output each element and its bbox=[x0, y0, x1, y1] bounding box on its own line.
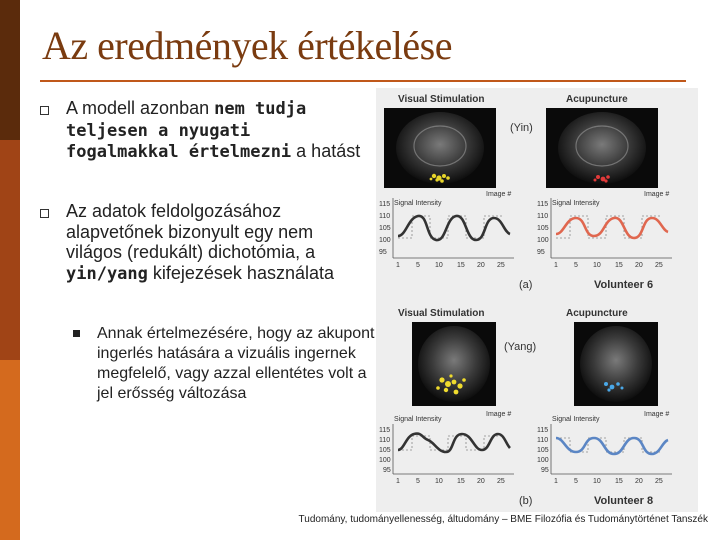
svg-text:20: 20 bbox=[635, 262, 643, 269]
left-accent-bar bbox=[0, 0, 20, 540]
svg-text:95: 95 bbox=[383, 467, 391, 474]
svg-text:1: 1 bbox=[554, 478, 558, 485]
accent-bar-light bbox=[0, 360, 20, 540]
svg-text:115: 115 bbox=[537, 201, 549, 208]
svg-text:1: 1 bbox=[396, 478, 400, 485]
bullet-marker bbox=[40, 209, 49, 218]
panel-b-type-label: (Yang) bbox=[504, 341, 537, 353]
brain-slice-icon bbox=[558, 112, 646, 184]
svg-text:15: 15 bbox=[615, 262, 623, 269]
svg-text:15: 15 bbox=[457, 262, 465, 269]
bullet-2 bbox=[66, 201, 366, 284]
brain-slice-icon bbox=[396, 112, 484, 184]
bullet-1 bbox=[66, 98, 366, 163]
svg-text:1: 1 bbox=[554, 262, 558, 269]
svg-text:110: 110 bbox=[379, 437, 391, 444]
bullet-marker bbox=[40, 106, 49, 115]
x-axis-label: Image # bbox=[644, 191, 670, 198]
svg-text:1: 1 bbox=[396, 262, 400, 269]
svg-text:115: 115 bbox=[537, 427, 549, 434]
svg-text:100: 100 bbox=[537, 237, 549, 244]
x-axis-label: Image # bbox=[486, 411, 512, 418]
bullet-1-tail: a hatást bbox=[291, 141, 361, 161]
bullet-2-tail: kifejezések használata bbox=[147, 262, 334, 283]
sub-bullet-text: Annak értelmezésére, hogy az akupont ingerlés hatására a vizuális ingernek megfelelő, vagy azzal ellentétes volt a jel erősség változása bbox=[97, 325, 375, 402]
signal-intensity-label: Signal Intensity bbox=[552, 416, 600, 423]
svg-text:105: 105 bbox=[537, 225, 549, 232]
panel-b-acupuncture-label: Acupuncture bbox=[566, 308, 628, 319]
bullet-1-emphasis: nem tudja teljesen a nyugati fogalmakkal értelmezni bbox=[66, 99, 307, 162]
signal-intensity-label: Signal Intensity bbox=[552, 200, 600, 207]
svg-text:20: 20 bbox=[477, 262, 485, 269]
svg-text:110: 110 bbox=[379, 213, 391, 220]
brain-slice-icon bbox=[418, 326, 490, 402]
svg-text:5: 5 bbox=[416, 478, 420, 485]
panel-a-acupuncture-label: Acupuncture bbox=[566, 94, 628, 105]
svg-text:105: 105 bbox=[537, 447, 549, 454]
x-axis-label: Image # bbox=[486, 191, 512, 198]
panel-a-type-label: (Yin) bbox=[510, 122, 533, 134]
svg-text:100: 100 bbox=[379, 457, 391, 464]
accent-bar-mid bbox=[0, 140, 20, 360]
svg-text:25: 25 bbox=[655, 478, 663, 485]
panel-a-volunteer: Volunteer 6 bbox=[594, 279, 654, 291]
svg-text:10: 10 bbox=[593, 262, 601, 269]
svg-text:115: 115 bbox=[379, 201, 391, 208]
slide-title: Az eredmények értékelése bbox=[42, 23, 452, 68]
svg-text:95: 95 bbox=[541, 467, 549, 474]
bullet-2-text: Az adatok feldolgozásához alapvetőnek bizonyult egy nem világos (redukált) dichotómia, a bbox=[66, 201, 316, 262]
signal-intensity-label: Signal Intensity bbox=[394, 416, 442, 423]
svg-text:115: 115 bbox=[379, 427, 391, 434]
svg-text:105: 105 bbox=[379, 447, 391, 454]
panel-a-letter: (a) bbox=[519, 279, 533, 291]
svg-text:25: 25 bbox=[497, 262, 505, 269]
svg-text:5: 5 bbox=[416, 262, 420, 269]
fmri-figure bbox=[376, 88, 698, 512]
svg-text:110: 110 bbox=[537, 437, 549, 444]
title-underline bbox=[40, 80, 686, 82]
accent-bar-dark bbox=[0, 0, 20, 140]
bullet-2-emphasis: yin/yang bbox=[66, 263, 148, 284]
svg-text:5: 5 bbox=[574, 478, 578, 485]
svg-text:95: 95 bbox=[537, 249, 545, 256]
panel-b-volunteer: Volunteer 8 bbox=[594, 495, 654, 507]
svg-text:15: 15 bbox=[457, 478, 465, 485]
svg-text:95: 95 bbox=[379, 249, 387, 256]
svg-text:100: 100 bbox=[379, 237, 391, 244]
svg-text:110: 110 bbox=[537, 213, 549, 220]
panel-b-visual-label: Visual Stimulation bbox=[398, 308, 485, 319]
svg-text:105: 105 bbox=[379, 225, 391, 232]
x-axis-label: Image # bbox=[644, 411, 670, 418]
bullet-1-text: A modell azonban bbox=[66, 98, 215, 118]
svg-text:15: 15 bbox=[615, 478, 623, 485]
svg-text:20: 20 bbox=[477, 478, 485, 485]
svg-text:100: 100 bbox=[537, 457, 549, 464]
svg-text:10: 10 bbox=[435, 262, 443, 269]
panel-a-visual-label: Visual Stimulation bbox=[398, 94, 485, 105]
signal-intensity-label: Signal Intensity bbox=[394, 200, 442, 207]
footer-text: Tudomány, tudományellenesség, áltudomány – BME Filozófia és Tudománytörténet Tanszék bbox=[298, 514, 708, 525]
svg-text:10: 10 bbox=[435, 478, 443, 485]
svg-text:5: 5 bbox=[574, 262, 578, 269]
sub-bullet-marker bbox=[73, 330, 80, 337]
svg-text:10: 10 bbox=[593, 478, 601, 485]
svg-text:25: 25 bbox=[497, 478, 505, 485]
brain-slice-icon bbox=[580, 326, 652, 402]
svg-text:20: 20 bbox=[635, 478, 643, 485]
panel-b-letter: (b) bbox=[519, 495, 533, 507]
svg-text:25: 25 bbox=[655, 262, 663, 269]
